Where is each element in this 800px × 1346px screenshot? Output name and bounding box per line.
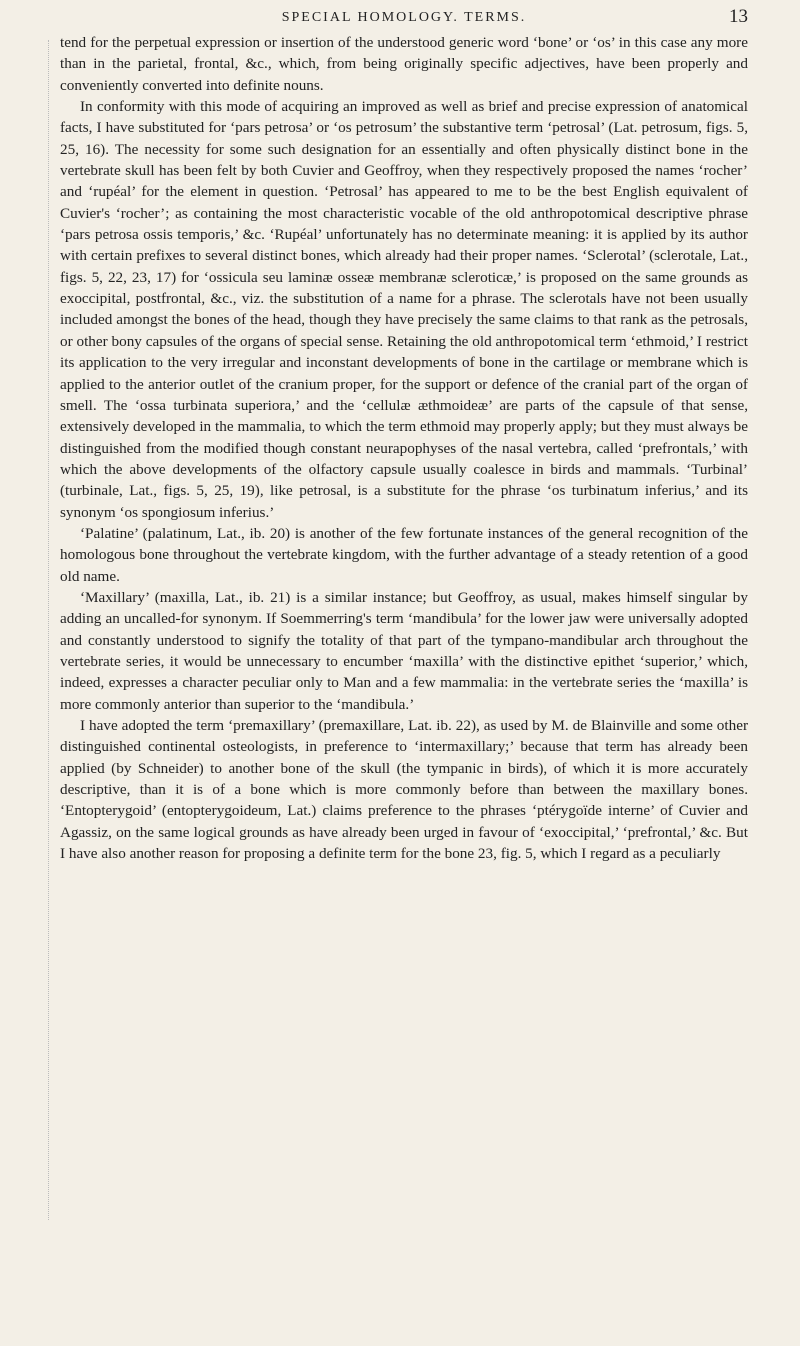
paragraph: tend for the perpetual expression or insertion of the understood generic word ‘bone’ or ‘os’ in this case any more than in the parietal, frontal, &c., which, from being originally specific adjectives, have been properly and conveniently converted into definite nouns.	[60, 34, 748, 94]
paragraph: ‘Maxillary’ (maxilla, Lat., ib. 21) is a similar instance; but Geoffroy, as usual, makes himself singular by adding an uncalled-for synonym. If Soemmerring's term ‘mandibula’ for the lower jaw were universally adopted and constantly understood to signify the totality of that part of the tympano-mandibular arch throughout the vertebrate series, it would be unnecessary to encumber ‘maxilla’ with the distinctive epithet ‘superior,’ which, indeed, expresses a character peculiar only to Man and a few mammalia: in the vertebrate series the ‘maxilla’ is more commonly anterior than superior to the ‘mandibula.’	[60, 588, 748, 713]
paragraph: I have adopted the term ‘premaxillary’ (premaxillare, Lat. ib. 22), as used by M. de Blainville and some other distinguished continental osteologists, in preference to ‘intermaxillary;’ because that term has already been applied (by Schneider) to another bone of the skull (the tympanic in birds), of which it is more accurately descriptive, than it is of a bone which is more commonly before than between the maxillary bones. ‘Entopterygoid’ (entopterygoideum, Lat.) claims preference to the phrases ‘ptérygoïde interne’ of Cuvier and Agassiz, on the same logical grounds as have already been urged in favour of ‘exoccipital,’ ‘prefrontal,’ &c. But I have also another reason for proposing a definite term for the bone 23, fig. 5, which I regard as a peculiarly	[60, 717, 748, 863]
running-title: SPECIAL HOMOLOGY. TERMS.	[281, 10, 527, 25]
paragraph: In conformity with this mode of acquiring an improved as well as brief and precise expression of anatomical facts, I have substituted for ‘pars petrosa’ or ‘os petrosum’ the substantive term ‘petrosal’ (Lat. petrosum, figs. 5, 25, 16). The necessity for some such designation for an essentially and often physically distinct bone in the vertebrate skull has been felt by both Cuvier and Geoffroy, when they respectively proposed the names ‘rocher’ and ‘rupéal’ for the element in question. ‘Petrosal’ has appeared to me to be the best English equivalent of Cuvier's ‘rocher’; as containing the most characteristic vocable of the old anthropotomical descriptive phrase ‘pars petrosa ossis temporis,’ &c. ‘Rupéal’ unfortunately has no determinate meaning: it is applied by its author with certain prefixes to several distinct bones, which already had their proper names. ‘Sclerotal’ (sclerotale, Lat., figs. 5, 22, 23, 17) for ‘ossicula seu laminæ osseæ membranæ scleroticæ,’ is proposed on the same grounds as exoccipital, postfrontal, &c., viz. the substitution of a name for a phrase. The sclerotals have not been usually included amongst the bones of the head, though they have precisely the same claims to that rank as the petrosals, or other bony capsules of the organs of special sense. Retaining the old anthropotomical term ‘ethmoid,’ I restrict its application to the very irregular and inconstant developments of bone in the cartilage or membrane which is applied to the anterior outlet of the cranium proper, for the support or defence of the cranial part of the organ of smell. The ‘ossa turbinata superiora,’ and the ‘cellulæ æthmoideæ’ are parts of the capsule of that sense, extensively developed in the mammalia, to which the term ethmoid may properly apply; but they must always be distinguished from the modified though constant neurapophyses of the nasal vertebra, called ‘prefrontals,’ with which the above developments of the olfactory capsule usually coalesce in birds and mammals. ‘Turbinal’ (turbinale, Lat., figs. 5, 25, 19), like petrosal, is a substitute for the phrase ‘os turbinatum inferius,’ and its synonym ‘os spongiosum inferius.’	[60, 98, 748, 521]
body-text	[60, 32, 748, 864]
margin-guide	[48, 40, 53, 1220]
page-number: 13	[729, 6, 748, 27]
paragraph: ‘Palatine’ (palatinum, Lat., ib. 20) is another of the few fortunate instances of the general recognition of the homologous bone throughout the vertebrate kingdom, with the further advantage of a steady retention of a good old name.	[60, 524, 748, 585]
running-head	[60, 6, 748, 32]
